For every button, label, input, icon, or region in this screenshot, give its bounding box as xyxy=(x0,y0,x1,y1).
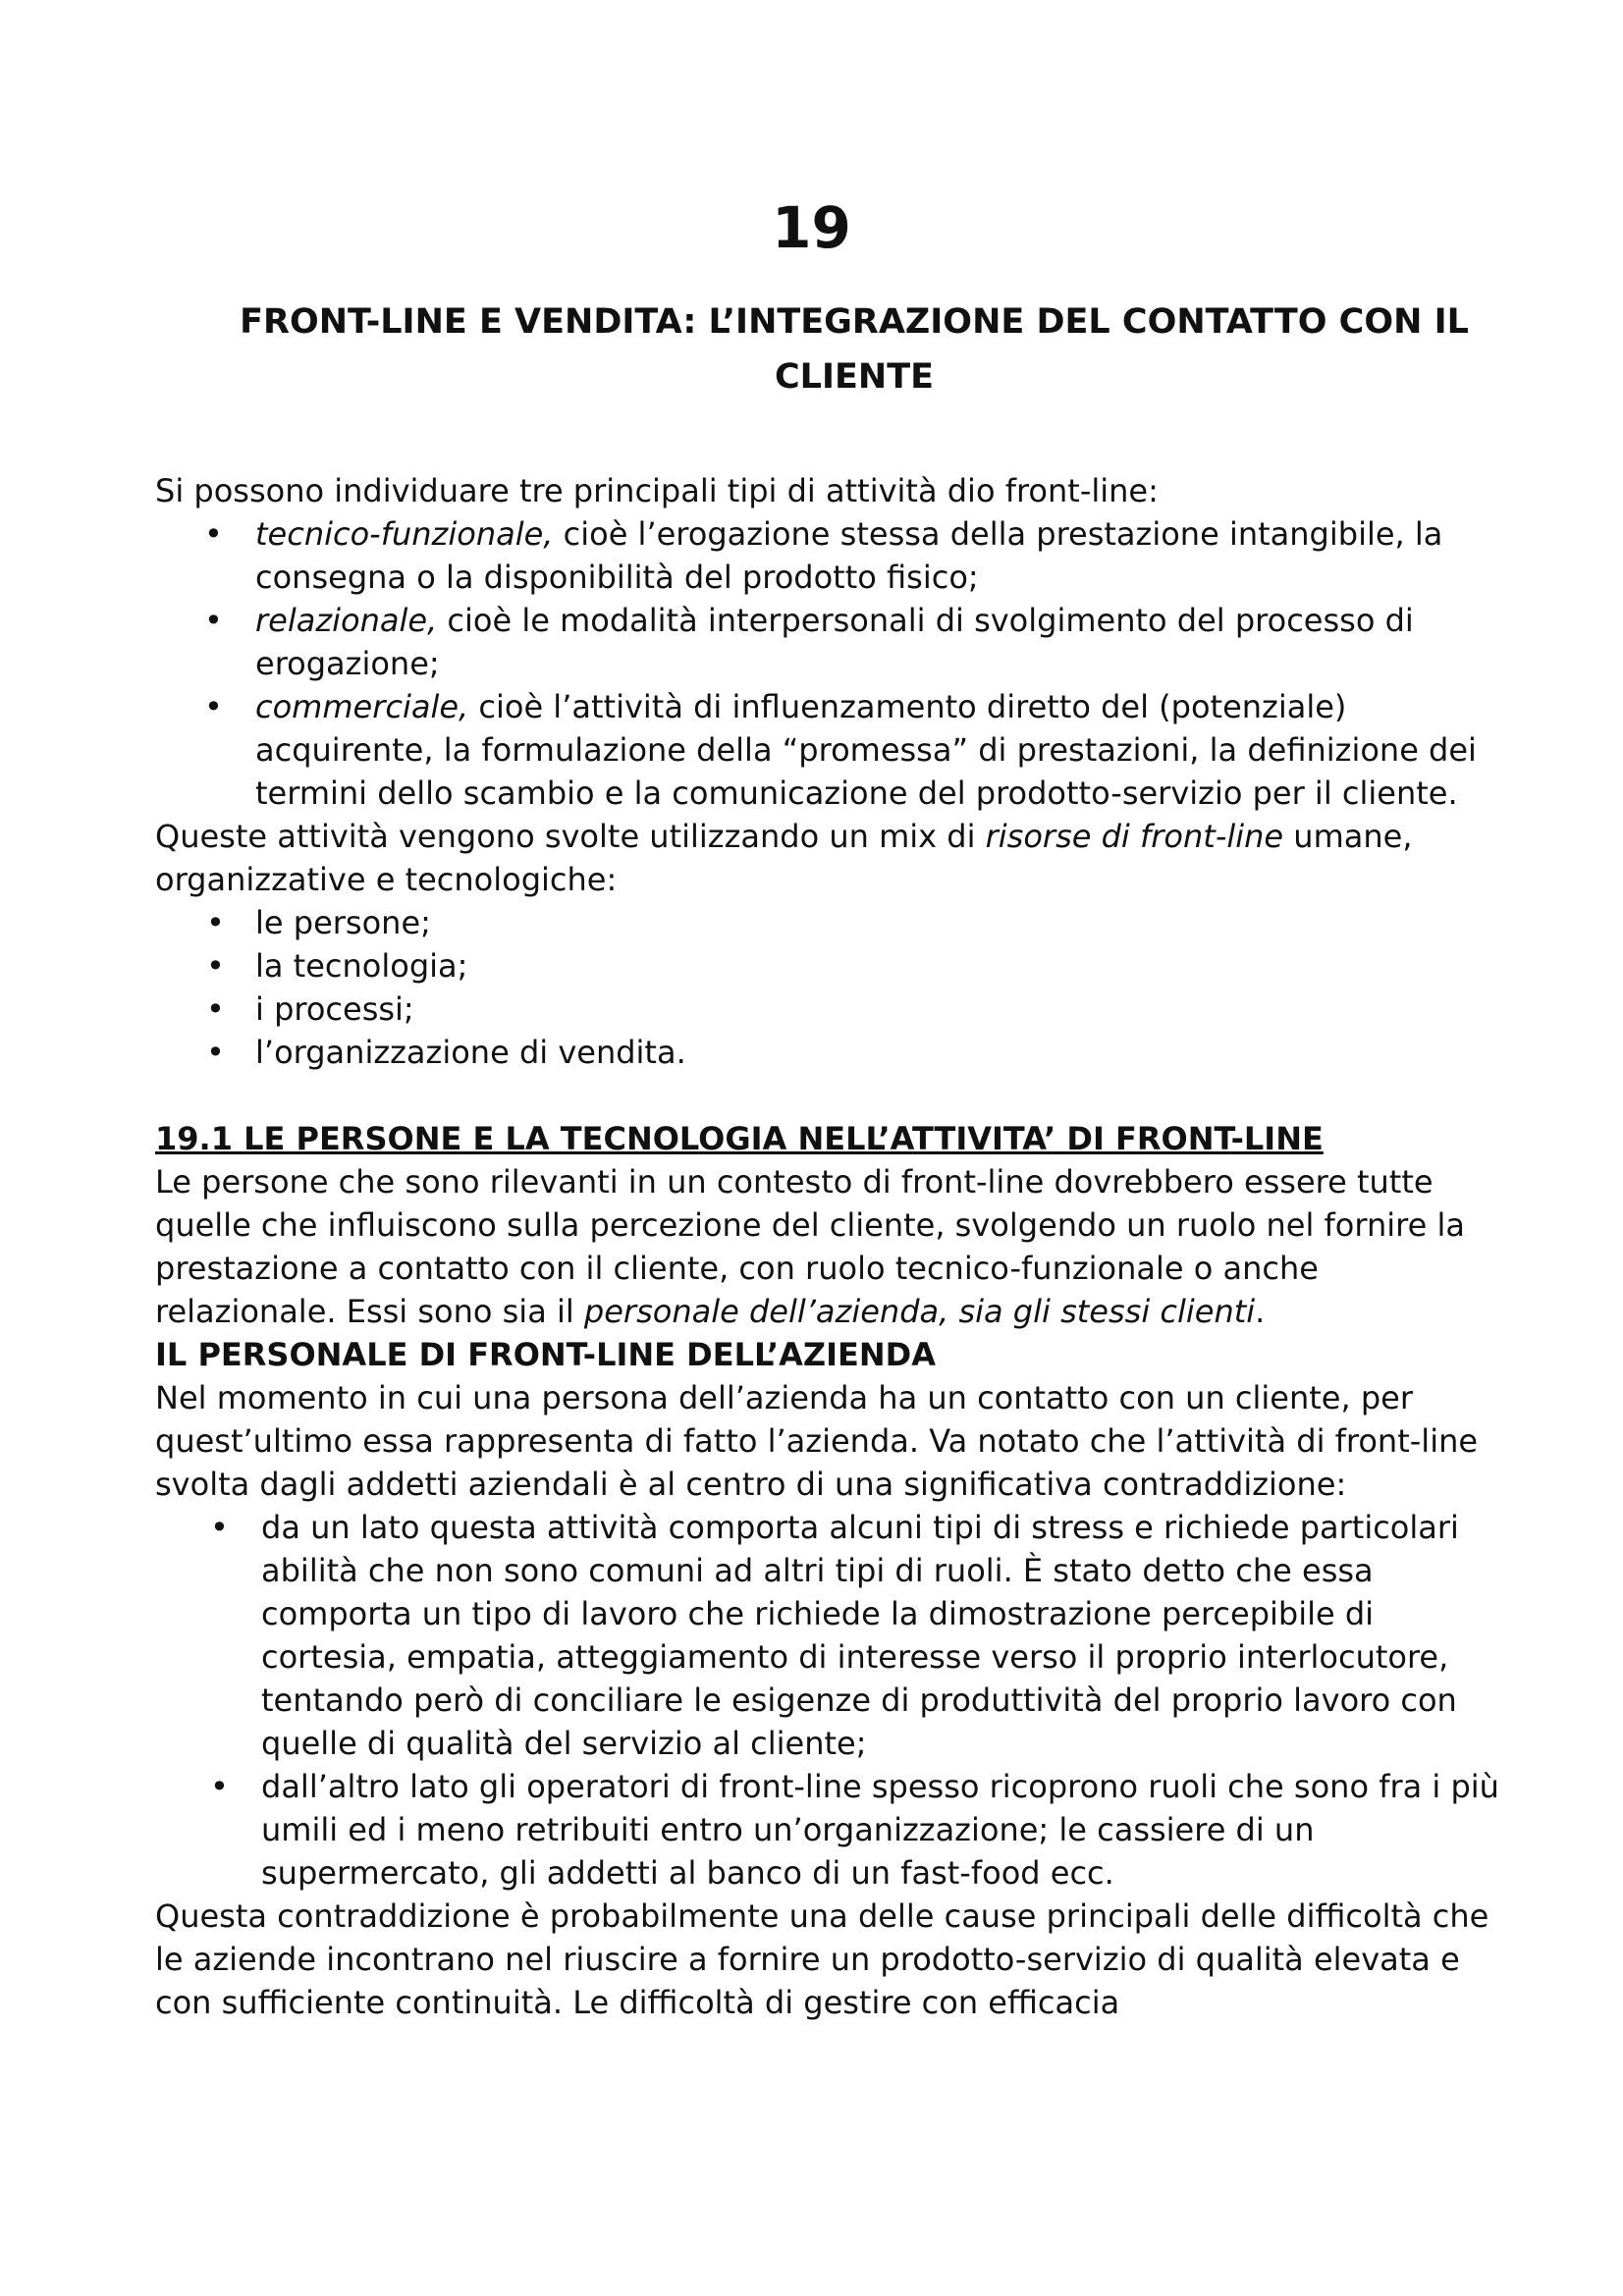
list-item: • da un lato questa attività comporta alcuni tipi di stress e richiede particolari abilità che non sono comuni ad altri tipi di ruoli. È stato detto che essa comporta un tipo di lavoro che richiede la dimostrazione percepibile di cortesia, empatia, atteggiamento di interesse verso il proprio interlocutore, tentando però di conciliare le esigenze di produttività del proprio lavoro con quelle di qualità del servizio al cliente; xyxy=(155,1506,1500,1765)
section-paragraph-emph: personale dell’azienda, sia gli stessi clienti xyxy=(583,1293,1256,1330)
activities-list xyxy=(155,512,1500,815)
activity-term: tecnico-funzionale, xyxy=(255,515,554,553)
section-paragraph-before: Le persone che sono rilevanti in un contesto di front-line dovrebbero essere tutte quelle che influiscono sulla percezione del cliente, svolgendo un ruolo nel fornire la prestazione a contatto con il cliente, con ruolo tecnico-funzionale o anche relazionale. Essi sono sia il xyxy=(155,1163,1465,1330)
contradiction-list xyxy=(155,1506,1500,1895)
section-paragraph xyxy=(155,1160,1500,1333)
closing-paragraph: Questa contraddizione è probabilmente una delle cause principali delle difficoltà che le aziende incontrano nel riuscire a fornire un prodotto-servizio di qualità elevata e con sufficiente continuità. Le difficoltà di gestire con efficacia xyxy=(155,1897,1489,2021)
list-item xyxy=(155,512,1500,599)
chapter-number: 19 xyxy=(772,194,851,261)
list-item: • l’organizzazione di vendita. xyxy=(155,1031,1500,1074)
list-item xyxy=(155,599,1500,685)
list-item: • i processi; xyxy=(155,988,1500,1031)
section-title: 19.1 LE PERSONE E LA TECNOLOGIA NELL’ATTIVITA’ DI FRONT-LINE xyxy=(155,1120,1324,1157)
list-item: • dall’altro lato gli operatori di front-line spesso ricoprono ruoli che sono fra i più umili ed i meno retribuiti entro un’organizzazione; le cassiere di un supermercato, gli addetti al banco di un fast-food ecc. xyxy=(155,1765,1500,1895)
activity-text: cioè le modalità interpersonali di svolgimento del processo di erogazione; xyxy=(255,602,1414,682)
spacer xyxy=(155,1074,1500,1117)
resources-intro-after: umane, organizzative e tecnologiche: xyxy=(155,818,1413,898)
document-body xyxy=(155,469,1500,2024)
resources-list xyxy=(155,901,1500,1074)
activity-text: cioè l’attività di influenzamento diretto del (potenziale) acquirente, la formulazione della “promessa” di prestazioni, la definizione dei termini dello scambio e la comunicazione del prodotto-servizio per il cliente. xyxy=(255,688,1477,812)
staff-paragraph: Nel momento in cui una persona dell’azienda ha un contatto con un cliente, per quest’ultimo essa rappresenta di fatto l’azienda. Va notato che l’attività di front-line svolta dagli addetti aziendali è al centro di una significativa contraddizione: xyxy=(155,1379,1479,1503)
chapter-title: FRONT-LINE E VENDITA: L’INTEGRAZIONE DEL CONTATTO CON IL CLIENTE xyxy=(240,302,1469,397)
resources-intro-before: Queste attività vengono svolte utilizzando un mix di xyxy=(155,818,986,855)
intro-paragraph: Si possono individuare tre principali tipi di attività dio front-line: xyxy=(155,472,1159,509)
list-item xyxy=(155,685,1500,815)
list-item: • le persone; xyxy=(155,901,1500,944)
resources-intro-paragraph xyxy=(155,815,1500,901)
activity-term: relazionale, xyxy=(255,602,438,639)
resources-intro-emph: risorse di front-line xyxy=(985,818,1284,855)
activity-text: cioè l’erogazione stessa della prestazione intangibile, la consegna o la disponibilità del prodotto fisico; xyxy=(255,515,1443,596)
list-item: • la tecnologia; xyxy=(155,944,1500,988)
section-paragraph-after: . xyxy=(1255,1293,1266,1330)
activity-term: commerciale, xyxy=(255,688,469,725)
subsection-title: IL PERSONALE DI FRONT-LINE DELL’AZIENDA xyxy=(155,1336,936,1373)
